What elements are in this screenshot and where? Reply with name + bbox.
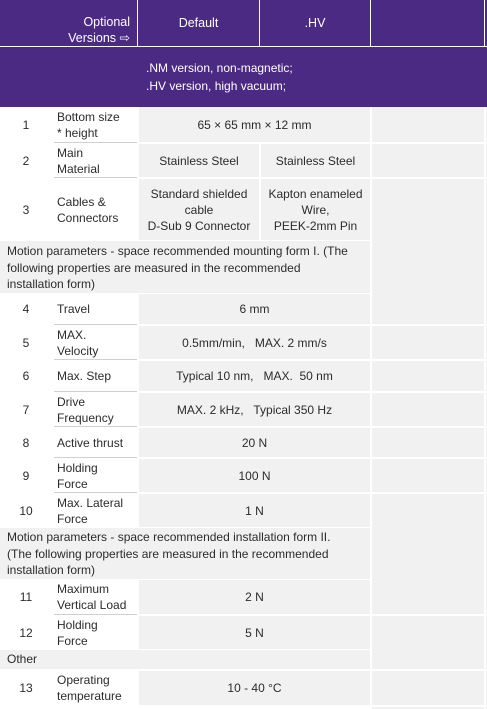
row-7-label: Drive Frequency bbox=[57, 394, 114, 425]
row-3-number: 3 bbox=[22, 202, 30, 217]
row-8-label: Active thrust bbox=[57, 435, 124, 450]
row-3-hv: Kapton enameled Wire, PEEK-2mm Pin bbox=[261, 179, 370, 240]
row-5-value: 0.5mm/min, MAX. 2 mm/s bbox=[139, 326, 370, 359]
optional-line2: Versions ⇨ bbox=[68, 31, 130, 45]
row-5-label: MAX. Velocity bbox=[57, 327, 99, 358]
row-11-label: Maximum Vertical Load bbox=[57, 582, 127, 612]
row-12-number: 12 bbox=[19, 625, 33, 640]
optional-versions-label bbox=[0, 0, 136, 46]
row-6-number: 6 bbox=[22, 369, 30, 383]
col-hv-header: .HV bbox=[304, 16, 326, 30]
row-7-number: 7 bbox=[22, 402, 30, 417]
row-13-value: 10 - 40 °C bbox=[139, 671, 370, 705]
row-2-hv: Stainless Steel bbox=[261, 144, 370, 177]
row-2-label: Main Material bbox=[57, 145, 100, 176]
row-8-number: 8 bbox=[22, 435, 30, 450]
row-2-default: Stainless Steel bbox=[139, 144, 259, 177]
row-5-number: 5 bbox=[22, 335, 30, 350]
row-9-number: 9 bbox=[22, 468, 30, 483]
optional-line1: Optional bbox=[83, 15, 130, 29]
version-note-line2: .HV version, high vacuum; bbox=[146, 79, 287, 93]
row-7-value: MAX. 2 kHz, Typical 350 Hz bbox=[139, 393, 370, 426]
row-11-number: 11 bbox=[19, 590, 33, 604]
row-11-value: 2 N bbox=[139, 580, 370, 614]
row-1-value: 65 × 65 mm × 12 mm bbox=[139, 107, 370, 142]
row-1-number: 1 bbox=[22, 117, 30, 132]
row-4-label: Travel bbox=[57, 302, 90, 316]
section-other: Other bbox=[0, 650, 370, 669]
row-13-label: Operating temperature bbox=[57, 673, 122, 703]
version-note-line1: .NM version, non-magnetic; bbox=[146, 61, 293, 75]
row-6-label: Max. Step bbox=[57, 369, 112, 383]
row-2-number: 2 bbox=[22, 153, 30, 168]
row-12-label: Holding Force bbox=[57, 617, 98, 648]
section-motion-form-1: Motion parameters - space recommended mounting form I. (The following properties are measured in the recommended installation form) bbox=[0, 241, 370, 293]
row-13-number: 13 bbox=[19, 681, 33, 695]
row-12-value: 5 N bbox=[139, 616, 370, 649]
row-1-label: Bottom size * height bbox=[57, 109, 120, 140]
row-3-default: Standard shielded cable D-Sub 9 Connector bbox=[139, 179, 259, 240]
row-4-number: 4 bbox=[22, 302, 30, 316]
row-8-value: 20 N bbox=[139, 428, 370, 457]
row-4-value: 6 mm bbox=[139, 294, 370, 324]
row-10-value: 1 N bbox=[139, 494, 370, 527]
row-10-label: Max. Lateral Force bbox=[57, 495, 124, 526]
row-10-number: 10 bbox=[19, 503, 33, 518]
section-motion-form-2: Motion parameters - space recommended installation form II. (The following properties are measured in the recommended installation form) bbox=[0, 528, 370, 579]
col-default-header: Default bbox=[178, 16, 219, 30]
version-note bbox=[0, 46, 487, 107]
table-header bbox=[0, 0, 487, 46]
row-9-value: 100 N bbox=[139, 459, 370, 492]
row-6-value: Typical 10 nm, MAX. 50 nm bbox=[139, 361, 370, 391]
row-3-label: Cables & Connectors bbox=[57, 194, 119, 225]
row-9-label: Holding Force bbox=[57, 460, 98, 491]
